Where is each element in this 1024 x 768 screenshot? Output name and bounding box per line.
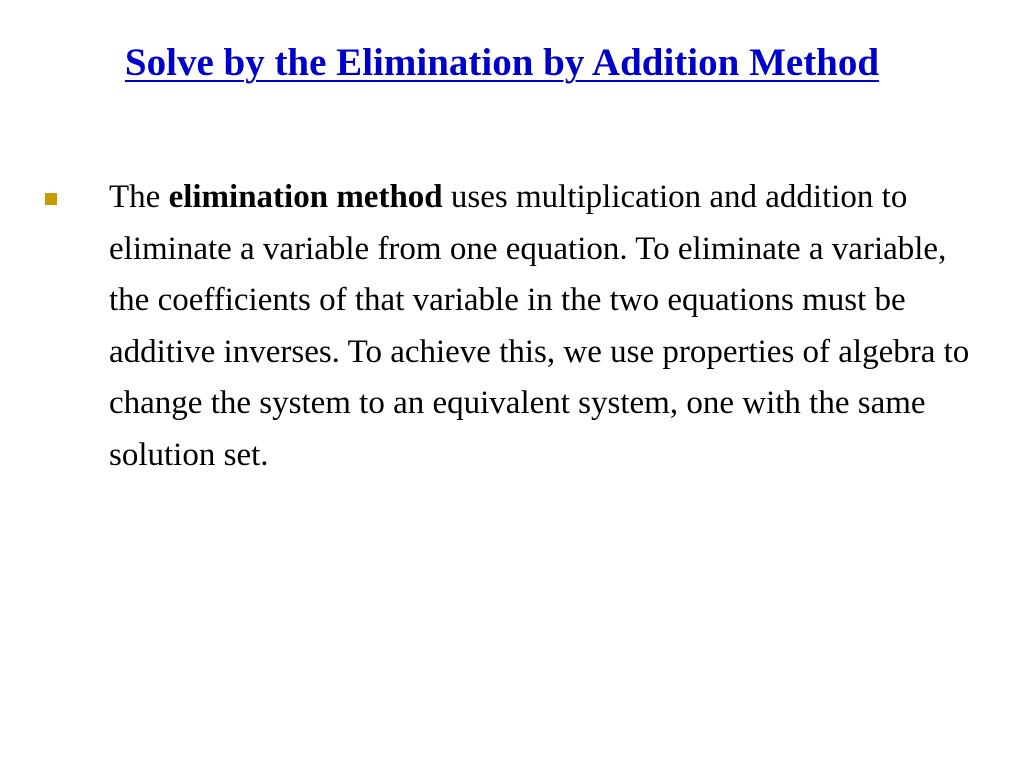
square-bullet-icon: [45, 193, 57, 205]
slide-title: Solve by the Elimination by Addition Method: [124, 41, 880, 84]
bullet-item: [40, 172, 980, 481]
bullet-term: elimination method: [168, 179, 443, 215]
bullet-intro: The: [109, 179, 169, 215]
bullet-list: [40, 172, 980, 481]
bullet-body: uses multiplication and addition to eliminate a variable from one equation. To eliminate a variable, the coefficients of that variable in the two equations must be additive inverses. To achieve this, we use properties of algebra to change the system to an equivalent system, one with the same solution set.: [109, 179, 970, 473]
bullet-text: [109, 179, 969, 473]
